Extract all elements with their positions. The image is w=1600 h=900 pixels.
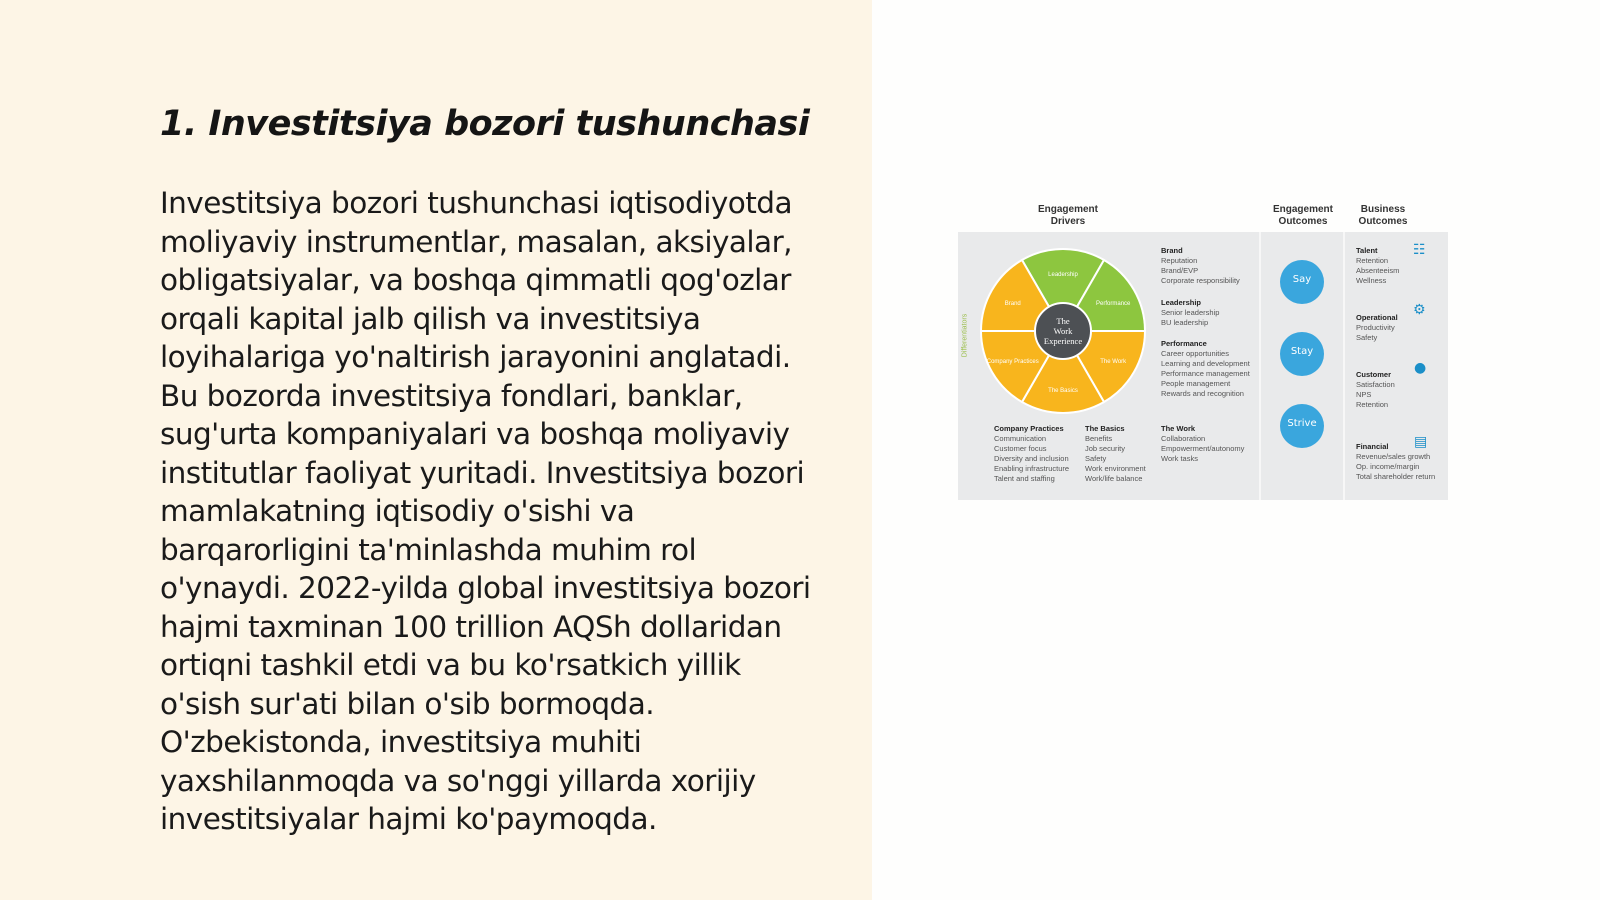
body-line: O'zbekistonda, investitsiya muhiti xyxy=(160,725,642,759)
group-item: BU leadership xyxy=(1161,318,1209,327)
bubble-label: Strive xyxy=(1287,418,1317,429)
figure-divider xyxy=(1259,232,1261,500)
group-item: Learning and development xyxy=(1161,359,1250,368)
group-item: NPS xyxy=(1356,390,1372,399)
outcome-title: Operational xyxy=(1356,313,1398,322)
group-item: Work tasks xyxy=(1161,454,1198,463)
wheel-segment-label: The Basics xyxy=(1048,388,1078,394)
group-title: The Work xyxy=(1161,424,1196,433)
group-item: Benefits xyxy=(1085,434,1113,443)
group-item: Talent and staffing xyxy=(994,474,1055,483)
differentiators-label xyxy=(960,272,972,402)
person-icon: ● xyxy=(1414,360,1427,376)
outcome-talent xyxy=(1356,246,1399,286)
body-line: barqarorligini ta'minlashda muhim rol xyxy=(160,532,697,567)
header-business-line1: Business xyxy=(1360,204,1406,215)
body-line: loyihalariga yo'naltirish jarayonini anglatadi. xyxy=(160,340,791,374)
header-outcomes-line2: Outcomes xyxy=(1278,216,1328,227)
stay-bubble xyxy=(1280,332,1324,376)
group-item: Work/life balance xyxy=(1085,474,1143,483)
wheel-segment-label: The Work xyxy=(1100,359,1127,365)
group-title: The Basics xyxy=(1085,424,1125,433)
body-line: yaxshilanmoqda va so'nggi yillarda xorijiy xyxy=(160,763,756,798)
say-bubble xyxy=(1280,260,1324,304)
body-line: o'ynaydi. 2022-yilda global investitsiya bozori xyxy=(160,571,811,605)
group-item: Retention xyxy=(1356,256,1389,265)
body-line: Investitsiya bozori tushunchasi iqtisodiyotda xyxy=(160,186,793,220)
driver-group-brand xyxy=(1161,246,1240,286)
outcome-title: Talent xyxy=(1356,246,1378,255)
group-item: Career opportunities xyxy=(1161,349,1229,358)
body-line: Bu bozorda investitsiya fondlari, banklar, xyxy=(160,378,743,413)
header-engagement-drivers xyxy=(1013,204,1123,228)
gears-icon: ⚙ xyxy=(1413,302,1426,318)
body-line: o'sish sur'ati bilan o'sib bormoqda. xyxy=(160,686,655,721)
group-item: Rewards and recognition xyxy=(1161,389,1244,398)
group-title: Performance xyxy=(1161,339,1207,348)
group-item: Senior leadership xyxy=(1161,308,1220,317)
slide-title: 1. Investitsiya bozori tushunchasi xyxy=(160,104,810,144)
driver-group-leadership xyxy=(1161,298,1219,328)
group-item: Absenteeism xyxy=(1356,266,1400,275)
body-line: investitsiyalar hajmi ko'paymoqda. xyxy=(160,802,657,836)
wheel-center-label: The xyxy=(1056,316,1070,326)
group-item: Safety xyxy=(1356,333,1378,342)
group-item: Total shareholder return xyxy=(1356,472,1436,481)
driver-group-performance xyxy=(1161,339,1250,399)
group-title: Company Practices xyxy=(994,424,1064,433)
slide-body-text xyxy=(160,184,850,839)
body-line: mamlakatning iqtisodiy o'sishi va xyxy=(160,494,635,528)
header-business-outcomes xyxy=(1343,204,1423,228)
outcome-operational xyxy=(1356,313,1398,343)
group-item: Op. income/margin xyxy=(1356,462,1420,471)
group-item: Diversity and inclusion xyxy=(994,454,1069,463)
group-item: Safety xyxy=(1085,454,1107,463)
group-item: Job security xyxy=(1085,444,1126,453)
group-item: Customer focus xyxy=(994,444,1047,453)
driver-group-company-practices xyxy=(994,424,1069,484)
body-line: hajmi taxminan 100 trillion AQSh dollaridan xyxy=(160,609,782,644)
group-item: Wellness xyxy=(1356,276,1387,285)
driver-group-the-work xyxy=(1161,424,1244,464)
group-item: Corporate responsibility xyxy=(1161,276,1240,285)
group-item: Enabling infrastructure xyxy=(994,464,1070,473)
group-item: Reputation xyxy=(1161,256,1198,265)
bubble-label: Say xyxy=(1292,274,1312,285)
wheel-segment-label: Leadership xyxy=(1048,272,1078,278)
group-item: Collaboration xyxy=(1161,434,1206,443)
header-drivers-line2: Drivers xyxy=(1050,216,1086,227)
group-title: Brand xyxy=(1161,246,1183,255)
wheel-center-label: Work xyxy=(1053,326,1073,336)
outcome-customer xyxy=(1356,370,1395,410)
body-line: institutlar faoliyat yuritadi. Investitsiya bozori xyxy=(160,455,805,490)
body-line: orqali kapital jalb qilish va investitsiya xyxy=(160,301,701,336)
group-item: Revenue/sales growth xyxy=(1356,452,1431,461)
group-item: People management xyxy=(1161,379,1231,388)
strive-bubble xyxy=(1280,404,1324,448)
body-line: obligatsiyalar, va boshqa qimmatli qog'ozlar xyxy=(160,263,791,297)
body-line: ortiqni tashkil etdi va bu ko'rsatkich yillik xyxy=(160,648,741,682)
document-icon: ▤ xyxy=(1414,434,1428,450)
group-item: Satisfaction xyxy=(1356,380,1395,389)
engagement-model-figure xyxy=(958,202,1448,500)
group-item: Work environment xyxy=(1085,464,1146,473)
header-business-line2: Outcomes xyxy=(1358,216,1408,227)
outcome-title: Customer xyxy=(1356,370,1392,379)
wheel-segment-label: Company Practices xyxy=(986,359,1039,365)
group-item: Performance management xyxy=(1161,369,1250,378)
wheel-segment-label: Brand xyxy=(1004,301,1021,307)
work-experience-wheel xyxy=(978,246,1148,416)
header-drivers-line1: Engagement xyxy=(1037,204,1098,215)
body-line: sug'urta kompaniyalari va boshqa moliyaviy xyxy=(160,417,790,451)
driver-group-the-basics xyxy=(1085,424,1146,484)
wheel-center-label: Experience xyxy=(1043,336,1083,346)
bubble-label: Stay xyxy=(1290,346,1314,357)
people-icon: ☷ xyxy=(1413,242,1426,258)
outcome-title: Financial xyxy=(1356,442,1389,451)
wheel-segment-label: Performance xyxy=(1096,301,1131,307)
header-outcomes-line1: Engagement xyxy=(1272,204,1333,215)
differentiators-text: Differentiators xyxy=(961,313,969,358)
group-item: Brand/EVP xyxy=(1161,266,1199,275)
body-line: moliyaviy instrumentlar, masalan, aksiyalar, xyxy=(160,224,792,259)
figure-divider-2 xyxy=(1343,232,1345,500)
group-item: Communication xyxy=(994,434,1047,443)
group-item: Retention xyxy=(1356,400,1389,409)
group-title: Leadership xyxy=(1161,298,1202,307)
header-engagement-outcomes xyxy=(1253,204,1353,228)
group-item: Empowerment/autonomy xyxy=(1161,444,1245,453)
group-item: Productivity xyxy=(1356,323,1395,332)
